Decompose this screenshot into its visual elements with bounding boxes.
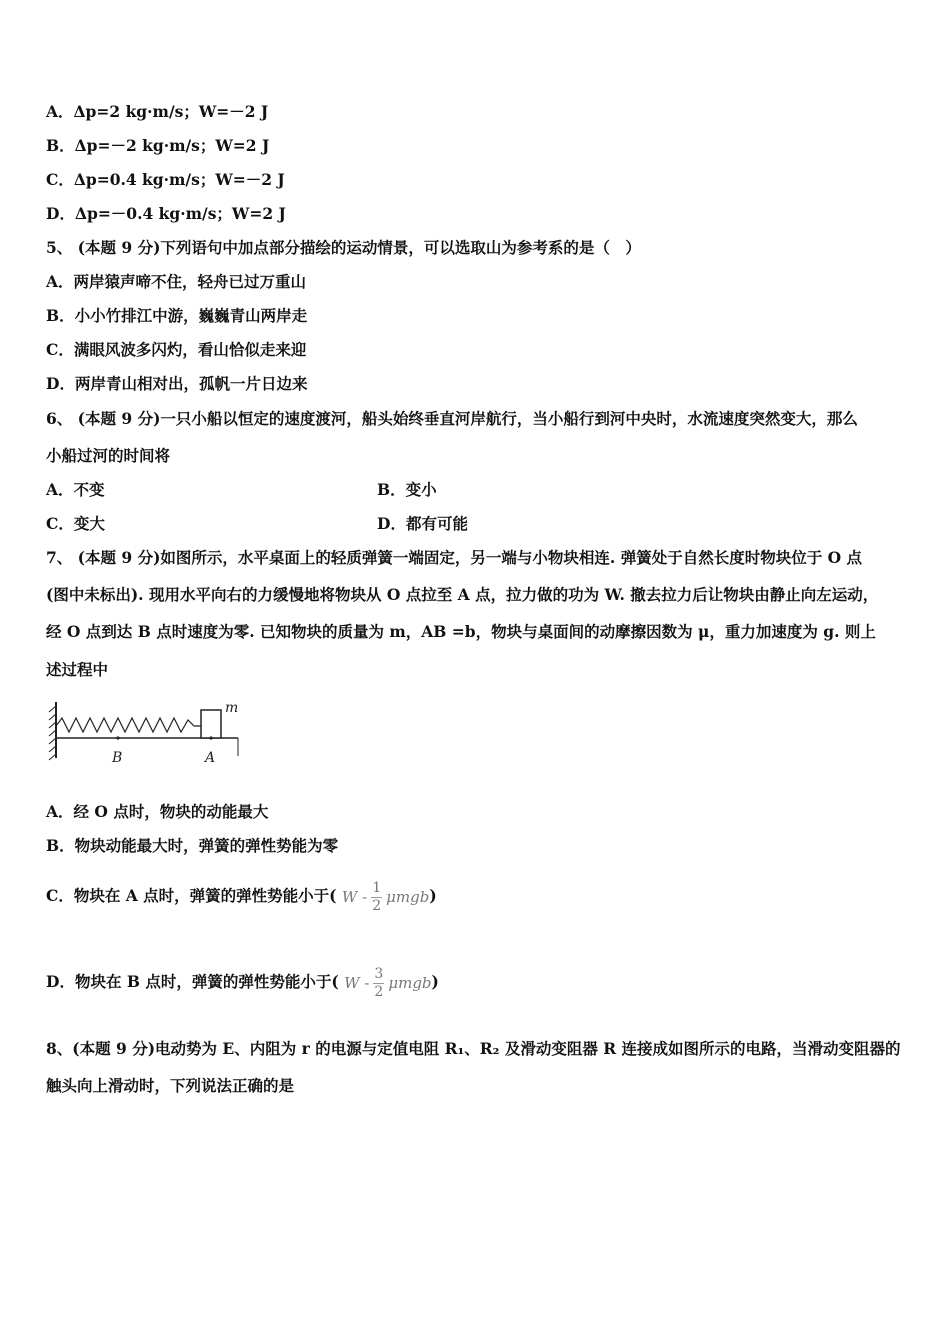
q7-option-a: A．经 O 点时，物块的动能最大 [46,802,269,821]
point-b-dot [116,736,119,739]
q6-option-c: C．变大 [46,514,105,533]
fraction-d: $\frac{3}{2}$ [374,965,384,1000]
q6-stem-line2: 小船过河的时间将 [46,446,171,465]
block [201,710,221,738]
q5-option-d: D．两岸青山相对出，孤帆一片日边来 [46,374,308,393]
q8-stem-line2: 触头向上滑动时，下列说法正确的是 [46,1076,295,1095]
q5-option-b: B．小小竹排江中游，巍巍青山两岸走 [46,306,308,325]
spring [56,718,201,732]
wall-hatching [49,706,56,760]
point-a-dot [209,736,212,739]
formula-c: W - $\frac{1}{2}$ μmgb [341,879,430,914]
q5-option-a: A．两岸猿声啼不住，轻舟已过万重山 [46,272,307,291]
q7-option-d: D．物块在 B 点时，弹簧的弹性势能小于( W - $\frac{3}{2}$ μmgb ) [46,961,439,1004]
spring-block-figure [44,698,244,770]
label-a: A [205,750,216,766]
label-b: B [112,750,123,766]
q7-stem-line1: 7、 (本题 9 分)如图所示，水平桌面上的轻质弹簧一端固定，另一端与小物块相连. 弹簧处于自然长度时物块位于 O 点 [46,548,863,567]
q4-option-a: A．Δp=2 kg·m/s；W=－2 J [46,102,269,121]
q8-stem-line1: 8、(本题 9 分)电动势为 E、内阻为 r 的电源与定值电阻 R₁、R₂ 及滑动变阻器 R 连接成如图所示的电路，当滑动变阻器的 [46,1039,901,1058]
q6-option-b: B．变小 [377,480,437,499]
label-m: m [225,700,239,716]
q4-option-b: B．Δp=－2 kg·m/s；W=2 J [46,136,270,155]
q4-option-d: D．Δp=－0.4 kg·m/s；W=2 J [46,204,286,223]
q7-stem-line4: 述过程中 [46,660,109,679]
q7-stem-line3: 经 O 点到达 B 点时速度为零. 已知物块的质量为 m，AB =b，物块与桌面间的动摩擦因数为 μ，重力加速度为 g. 则上 [46,622,876,641]
fraction-c: $\frac{1}{2}$ [372,879,382,914]
formula-d: W - $\frac{3}{2}$ μmgb [344,965,432,1000]
q7-option-b: B．物块动能最大时，弹簧的弹性势能为零 [46,836,339,855]
q7-stem-line2: (图中未标出). 现用水平向右的力缓慢地将物块从 O 点拉至 A 点，拉力做的功为 W. 撤去拉力后让物块由静止向左运动， [46,585,879,604]
q5-stem: 5、 (本题 9 分)下列语句中加点部分描绘的运动情景，可以选取山为参考系的是（ ） [46,238,641,257]
q7-option-c: C．物块在 A 点时，弹簧的弹性势能小于( W - $\frac{1}{2}$ μmgb ) [46,875,437,918]
q6-option-a: A．不变 [46,480,105,499]
q6-stem-line1: 6、 (本题 9 分)一只小船以恒定的速度渡河，船头始终垂直河岸航行，当小船行到河中央时，水流速度突然变大，那么 [46,409,858,428]
q5-option-c: C．满眼风波多闪灼，看山恰似走来迎 [46,340,307,359]
q6-option-d: D．都有可能 [377,514,468,533]
q4-option-c: C．Δp=0.4 kg·m/s；W=－2 J [46,170,285,189]
